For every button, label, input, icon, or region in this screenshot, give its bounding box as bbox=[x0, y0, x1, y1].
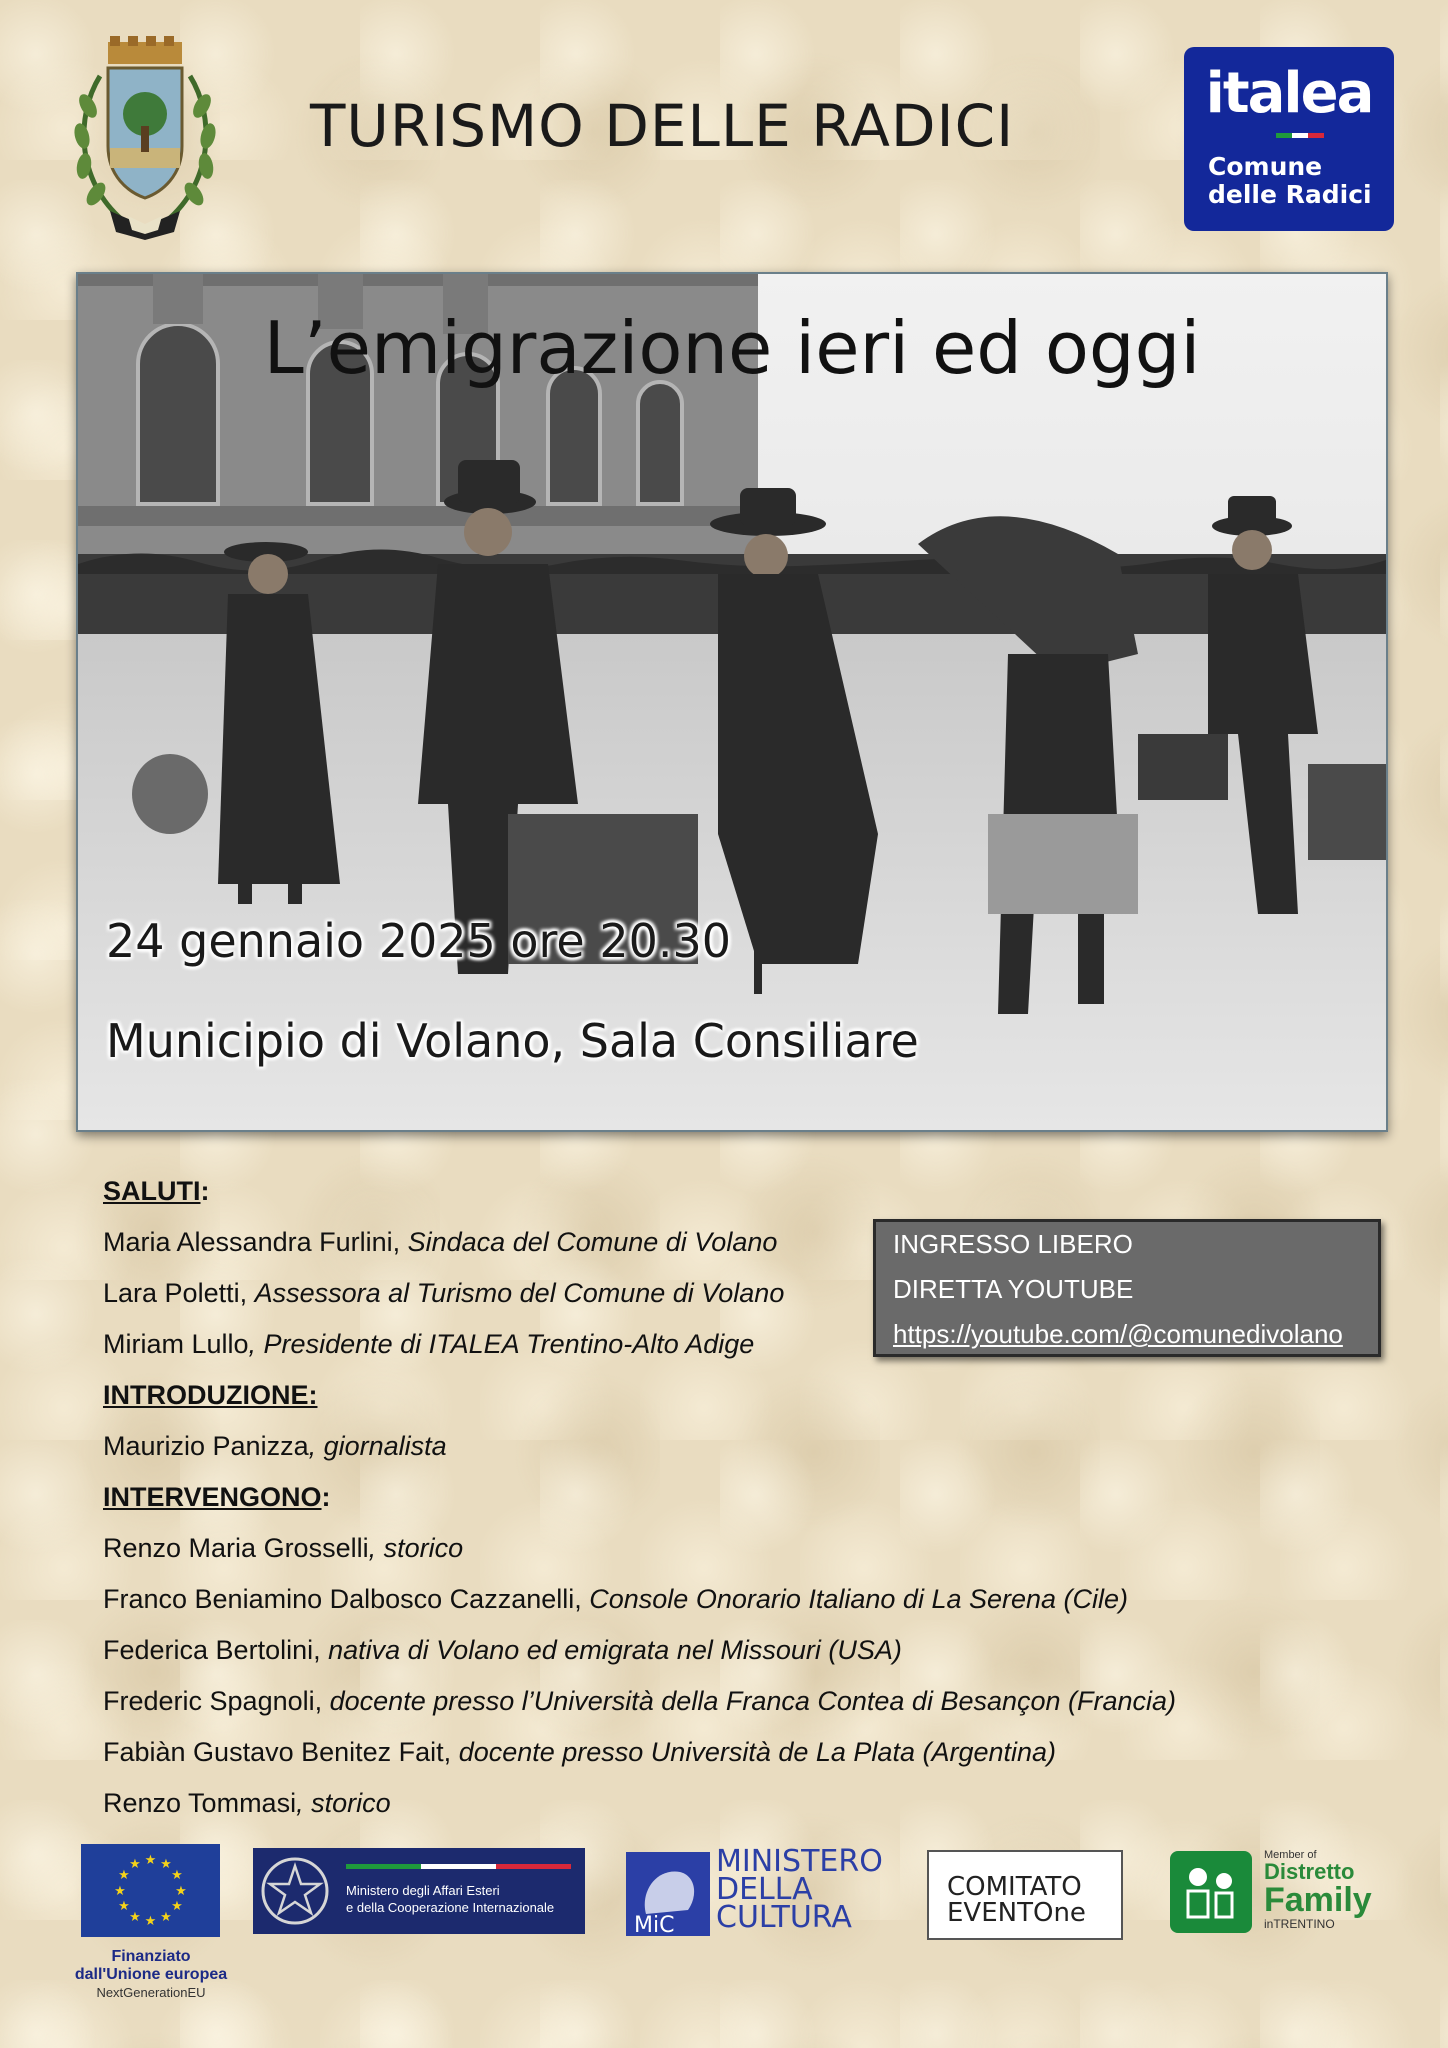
comitato-line1: COMITATO bbox=[947, 1872, 1082, 1902]
italea-logo-line1: Comune bbox=[1208, 152, 1323, 181]
speaker-name: Fabiàn Gustavo Benitez Fait, bbox=[103, 1737, 459, 1767]
svg-text:★: ★ bbox=[118, 1899, 130, 1914]
info-box bbox=[873, 1219, 1381, 1357]
family-line2: Family bbox=[1264, 1881, 1372, 1919]
svg-text:★: ★ bbox=[129, 1857, 141, 1872]
italea-logo-word: italea bbox=[1205, 61, 1373, 126]
speaker-row bbox=[103, 1533, 463, 1564]
event-title: L’emigrazione ieri ed oggi bbox=[263, 306, 1201, 390]
svg-text:★: ★ bbox=[144, 1853, 157, 1868]
speaker-role: Sindaca del Comune di Volano bbox=[407, 1227, 778, 1257]
mic-emblem bbox=[626, 1852, 710, 1936]
introduzione-heading: INTRODUZIONE: bbox=[103, 1380, 318, 1410]
eu-funding-caption: Finanziato dall'Unione europea NextGenerationEU bbox=[74, 1948, 228, 2000]
speaker-role: nativa di Volano ed emigrata nel Missouri (USA) bbox=[328, 1635, 902, 1665]
mae-line2: e della Cooperazione Internazionale bbox=[346, 1900, 555, 1915]
speaker-role: Console Onorario Italiano di La Serena (Cile) bbox=[589, 1584, 1129, 1614]
foreign-affairs-ministry-logo bbox=[253, 1848, 585, 1934]
svg-text:★: ★ bbox=[175, 1884, 187, 1899]
svg-text:★: ★ bbox=[171, 1868, 183, 1883]
speaker-row bbox=[103, 1227, 777, 1258]
speaker-name: Lara Poletti, bbox=[103, 1278, 255, 1308]
youtube-link[interactable]: https://youtube.com/@comunedivolano bbox=[893, 1319, 1343, 1349]
speaker-name: Maurizio Panizza bbox=[103, 1431, 309, 1461]
speaker-role: , storico bbox=[368, 1533, 464, 1563]
speaker-role: docente presso l’Università della Franca Contea di Besançon (Francia) bbox=[329, 1686, 1177, 1716]
svg-text:★: ★ bbox=[171, 1899, 183, 1914]
speaker-row bbox=[103, 1788, 391, 1819]
svg-text:★: ★ bbox=[160, 1910, 172, 1925]
mic-line3: CULTURA bbox=[716, 1900, 852, 1935]
emigrants-photo-illustration bbox=[78, 274, 1386, 1130]
speaker-row bbox=[103, 1278, 784, 1309]
municipal-crest-logo bbox=[70, 36, 220, 244]
speaker-row bbox=[103, 1431, 447, 1462]
speaker-name: Maria Alessandra Furlini, bbox=[103, 1227, 408, 1257]
culture-ministry-logo bbox=[626, 1844, 891, 1938]
svg-text:★: ★ bbox=[160, 1857, 172, 1872]
saluti-heading: SALUTI: bbox=[103, 1176, 210, 1206]
family-line3: inTRENTINO bbox=[1264, 1917, 1335, 1931]
speaker-name: Miriam Lullo bbox=[103, 1329, 249, 1359]
speaker-row bbox=[103, 1635, 902, 1666]
eu-flag-logo bbox=[81, 1844, 220, 1937]
italea-logo bbox=[1184, 47, 1394, 231]
event-date: 24 gennaio 2025 ore 20.30 bbox=[106, 914, 732, 968]
speaker-role: , giornalista bbox=[308, 1431, 447, 1461]
free-entry-label: INGRESSO LIBERO bbox=[893, 1229, 1133, 1259]
family-line1: Distretto bbox=[1264, 1859, 1355, 1884]
mic-abbr: MiC bbox=[634, 1913, 675, 1936]
speaker-row bbox=[103, 1686, 1176, 1717]
comitato-eventone-logo bbox=[927, 1850, 1123, 1940]
family-member-of: Member of bbox=[1264, 1849, 1317, 1861]
speaker-row bbox=[103, 1584, 1128, 1615]
youtube-live-label: DIRETTA YOUTUBE bbox=[893, 1274, 1134, 1304]
speaker-name: Federica Bertolini, bbox=[103, 1635, 329, 1665]
svg-text:★: ★ bbox=[144, 1914, 157, 1929]
speaker-name: Renzo Tommasi bbox=[103, 1788, 297, 1818]
event-venue: Municipio di Volano, Sala Consiliare bbox=[106, 1014, 919, 1068]
mic-line2: DELLA bbox=[716, 1872, 813, 1907]
svg-text:★: ★ bbox=[129, 1910, 141, 1925]
speaker-name: Frederic Spagnoli, bbox=[103, 1686, 330, 1716]
speaker-role: , storico bbox=[296, 1788, 391, 1818]
speaker-row bbox=[103, 1329, 754, 1360]
svg-text:★: ★ bbox=[118, 1868, 130, 1883]
hero-photo bbox=[76, 272, 1388, 1132]
speaker-name: Renzo Maria Grosselli bbox=[103, 1533, 369, 1563]
italian-flag-stripe bbox=[1276, 133, 1324, 138]
italea-logo-line2: delle Radici bbox=[1208, 180, 1372, 209]
speaker-role: Assessora al Turismo del Comune di Volano bbox=[254, 1278, 785, 1308]
speaker-name: Franco Beniamino Dalbosco Cazzanelli, bbox=[103, 1584, 590, 1614]
comitato-line2: EVENTOne bbox=[947, 1898, 1086, 1928]
family-badge-icon bbox=[1170, 1851, 1252, 1933]
mae-line1: Ministero degli Affari Esteri bbox=[346, 1883, 500, 1898]
intervengono-heading: INTERVENGONO: bbox=[103, 1482, 331, 1512]
page-title: TURISMO DELLE RADICI bbox=[310, 92, 1015, 160]
mic-line1: MINISTERO bbox=[716, 1844, 883, 1879]
speaker-role: , Presidente di ITALEA Trentino-Alto Adige bbox=[248, 1329, 755, 1359]
distretto-family-logo bbox=[1170, 1849, 1370, 1937]
speaker-row bbox=[103, 1737, 1056, 1768]
speaker-role: docente presso Università de La Plata (Argentina) bbox=[458, 1737, 1057, 1767]
svg-text:★: ★ bbox=[114, 1884, 126, 1899]
